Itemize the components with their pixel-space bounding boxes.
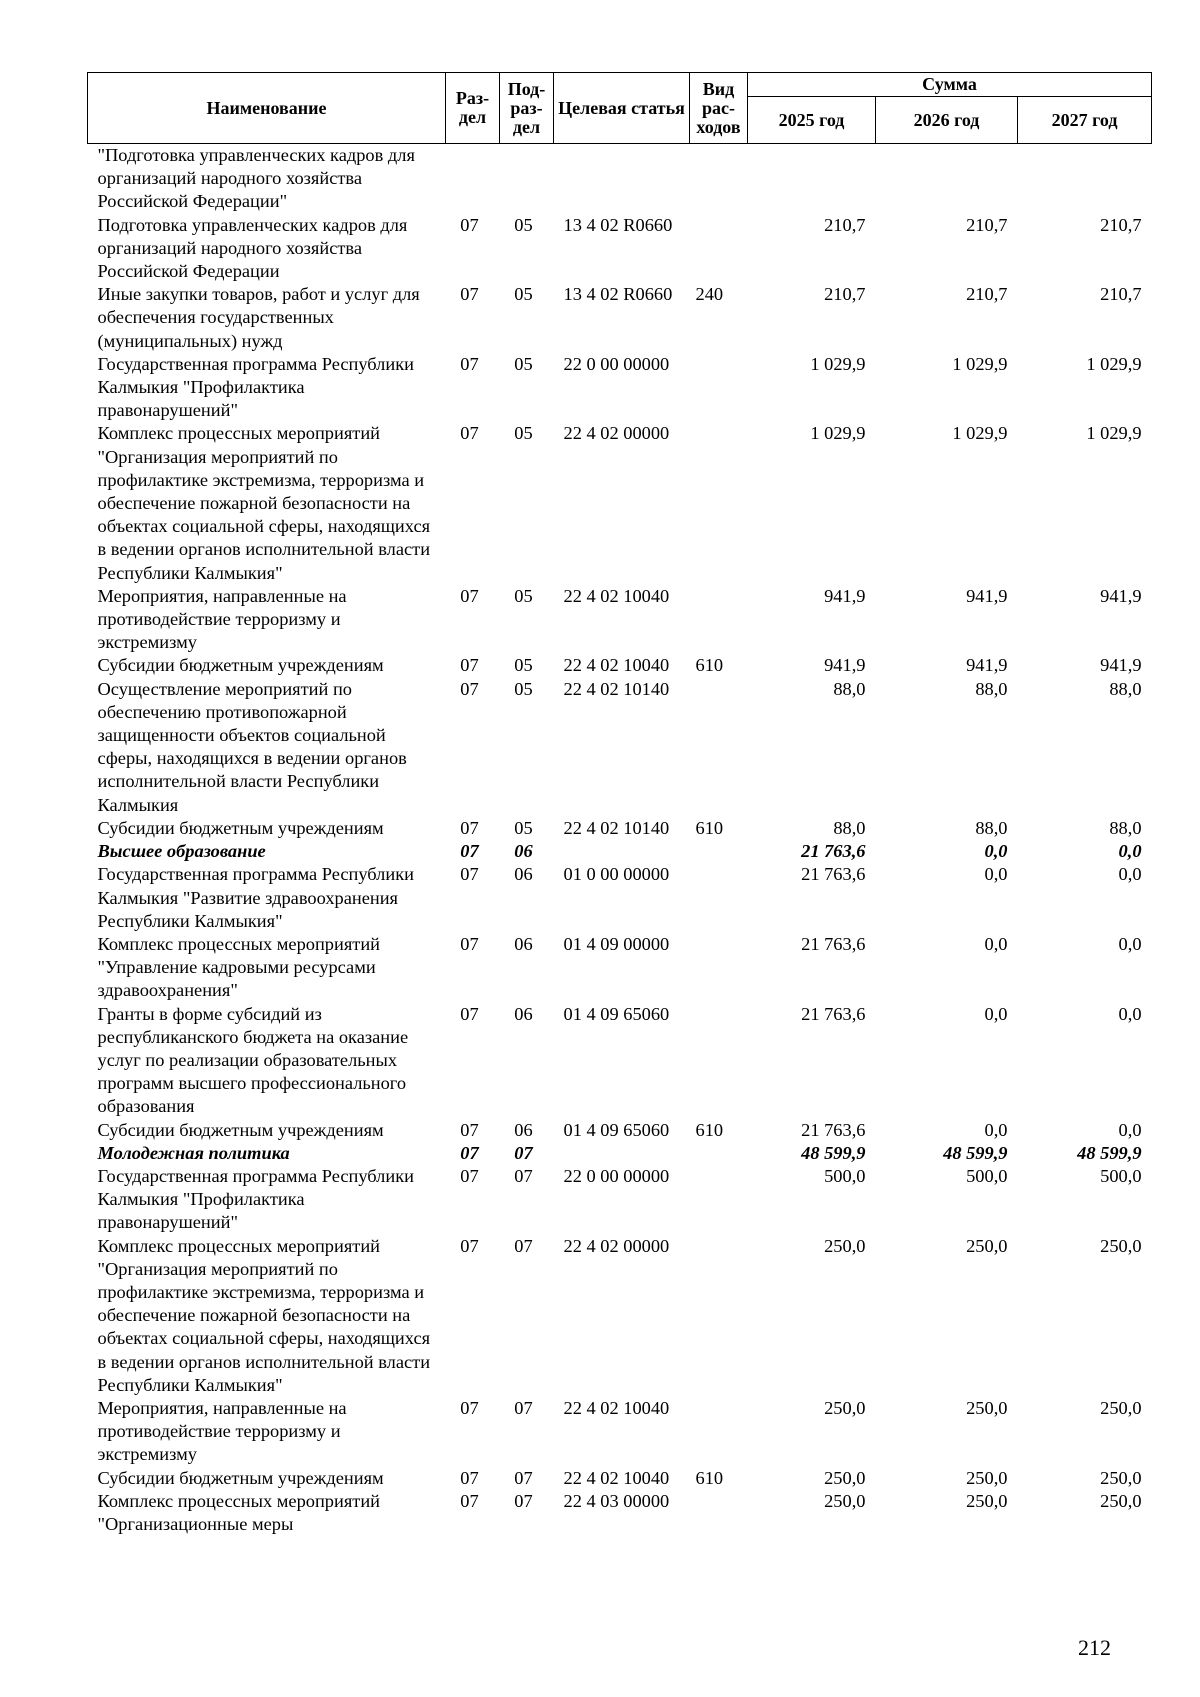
row-2025: 21 763,6	[801, 933, 866, 954]
row-2025: 1 029,9	[810, 423, 866, 444]
table-row	[88, 144, 1152, 214]
row-2025: 250,0	[824, 1235, 866, 1256]
header-section: Раз-дел	[446, 73, 500, 144]
row-2027: 250,0	[1100, 1235, 1142, 1256]
row-2025	[748, 144, 876, 214]
row-subsection: 07	[514, 1467, 533, 1488]
row-target: 22 4 02 10040	[563, 1467, 670, 1488]
row-subsection: 05	[514, 678, 533, 699]
table-row	[88, 353, 1152, 423]
table-row	[88, 1119, 1152, 1142]
row-section: 07	[460, 585, 479, 606]
header-2025: 2025 год	[748, 97, 876, 144]
row-section	[446, 144, 500, 214]
row-exp-type	[690, 678, 748, 817]
row-2026: 0,0	[984, 1119, 1008, 1140]
table-row	[88, 1142, 1152, 1165]
row-section: 07	[460, 841, 479, 862]
page-number: 212	[1078, 1635, 1111, 1660]
row-section: 07	[460, 1490, 479, 1511]
row-2027: 0,0	[1118, 1119, 1142, 1140]
row-target: 22 4 03 00000	[563, 1490, 670, 1511]
row-2026: 88,0	[975, 817, 1008, 838]
row-2027: 250,0	[1100, 1467, 1142, 1488]
row-2025: 21 763,6	[801, 841, 866, 862]
row-2026: 1 029,9	[952, 423, 1008, 444]
row-2026: 250,0	[966, 1467, 1008, 1488]
row-name: Молодежная политика	[97, 1142, 290, 1163]
row-section: 07	[460, 678, 479, 699]
row-section: 07	[460, 817, 479, 838]
table-row	[88, 1235, 1152, 1397]
row-2026: 500,0	[966, 1165, 1008, 1186]
row-2025: 48 599,9	[801, 1142, 866, 1163]
row-2025: 941,9	[824, 585, 866, 606]
row-2027: 210,7	[1100, 284, 1142, 305]
row-name: Субсидии бюджетным учреждениям	[97, 1467, 384, 1488]
row-2026: 0,0	[984, 933, 1008, 954]
row-name: Гранты в форме субсидий из республиканского бюджета на оказание услуг по реализации образовательных программ высшего профессионального образования	[97, 1003, 409, 1117]
row-2027: 941,9	[1100, 585, 1142, 606]
row-2026: 210,7	[966, 284, 1008, 305]
row-2027: 250,0	[1100, 1397, 1142, 1418]
row-subsection: 05	[514, 284, 533, 305]
table-row	[88, 214, 1152, 284]
row-name: Комплекс процессных мероприятий "Организация мероприятий по профилактике экстремизма, терроризма и обеспечение пожарной безопасности на объектах социальной сферы, находящихся в ведении органов исполнительной власти Республики Калмыкия"	[97, 1235, 431, 1395]
row-exp-type	[690, 863, 748, 933]
row-name: Государственная программа Республики Калмыкия "Профилактика правонарушений"	[97, 353, 414, 421]
row-exp-type	[690, 840, 748, 863]
row-section: 07	[460, 864, 479, 885]
row-2025: 250,0	[824, 1490, 866, 1511]
row-2026: 1 029,9	[952, 353, 1008, 374]
row-section: 07	[460, 423, 479, 444]
row-exp-type: 610	[695, 817, 724, 838]
row-target	[554, 144, 690, 214]
row-target: 22 4 02 10140	[563, 817, 670, 838]
table-row	[88, 678, 1152, 817]
row-2026: 48 599,9	[943, 1142, 1008, 1163]
row-name: Государственная программа Республики Калмыкия "Профилактика правонарушений"	[97, 1165, 414, 1233]
row-name: Мероприятия, направленные на противодействие терроризму и экстремизму	[97, 585, 347, 653]
row-name: Субсидии бюджетным учреждениям	[97, 655, 384, 676]
row-section: 07	[460, 655, 479, 676]
row-exp-type: 610	[695, 655, 724, 676]
row-target: 22 0 00 00000	[563, 353, 670, 374]
row-2027: 0,0	[1118, 1003, 1142, 1024]
row-2025: 21 763,6	[801, 1003, 866, 1024]
row-2025: 250,0	[824, 1397, 866, 1418]
row-section: 07	[460, 1003, 479, 1024]
row-subsection: 05	[514, 214, 533, 235]
row-exp-type	[690, 585, 748, 655]
row-exp-type	[690, 353, 748, 423]
row-2026: 0,0	[984, 841, 1008, 862]
table-row	[88, 1467, 1152, 1490]
row-target: 22 4 02 00000	[563, 1235, 670, 1256]
row-2027: 210,7	[1100, 214, 1142, 235]
table-row	[88, 654, 1152, 677]
row-name: Подготовка управленческих кадров для организаций народного хозяйства Российской Федерации	[97, 214, 408, 282]
row-subsection	[500, 144, 554, 214]
row-subsection: 07	[514, 1397, 533, 1418]
row-subsection: 07	[514, 1165, 533, 1186]
row-2026: 941,9	[966, 655, 1008, 676]
row-2027: 941,9	[1100, 655, 1142, 676]
row-name: Комплекс процессных мероприятий "Организация мероприятий по профилактике экстремизма, терроризма и обеспечение пожарной безопасности на объектах социальной сферы, находящихся в ведении органов исполнительной власти Республики Калмыкия"	[97, 423, 431, 583]
row-section: 07	[460, 1119, 479, 1140]
row-name: Осуществление мероприятий по обеспечению противопожарной защищенности объектов социальной сферы, находящихся в ведении органов исполнительной власти Республики Калмыкия	[97, 678, 407, 815]
budget-table	[87, 72, 1152, 1536]
header-exp-type: Вид рас-ходов	[690, 73, 748, 144]
row-2025: 21 763,6	[801, 1119, 866, 1140]
row-name: Субсидии бюджетным учреждениям	[97, 817, 384, 838]
row-subsection: 05	[514, 423, 533, 444]
row-2026: 0,0	[984, 1003, 1008, 1024]
row-2026: 941,9	[966, 585, 1008, 606]
row-exp-type	[690, 1397, 748, 1467]
table-row	[88, 1490, 1152, 1536]
row-subsection: 07	[514, 1490, 533, 1511]
row-name: Мероприятия, направленные на противодействие терроризму и экстремизму	[97, 1397, 347, 1465]
row-target: 01 4 09 00000	[563, 933, 670, 954]
row-subsection: 06	[514, 933, 533, 954]
row-2026: 250,0	[966, 1397, 1008, 1418]
row-name: "Подготовка управленческих кадров для организаций народного хозяйства Российской Федерации"	[97, 145, 415, 212]
row-target: 13 4 02 R0660	[563, 214, 673, 235]
row-target: 01 4 09 65060	[563, 1003, 670, 1024]
row-2025: 88,0	[833, 817, 866, 838]
row-exp-type	[690, 144, 748, 214]
row-2026: 0,0	[984, 864, 1008, 885]
table-row	[88, 863, 1152, 933]
row-target: 22 0 00 00000	[563, 1165, 670, 1186]
row-section: 07	[460, 353, 479, 374]
table-header	[88, 73, 1152, 144]
row-2025: 1 029,9	[810, 353, 866, 374]
row-target: 22 4 02 10040	[563, 1397, 670, 1418]
row-2027: 1 029,9	[1086, 353, 1142, 374]
row-exp-type: 610	[695, 1467, 724, 1488]
row-subsection: 07	[514, 1142, 533, 1163]
row-subsection: 06	[514, 864, 533, 885]
row-2025: 210,7	[824, 214, 866, 235]
row-target: 01 4 09 65060	[563, 1119, 670, 1140]
row-2026	[876, 144, 1018, 214]
row-2027: 88,0	[1109, 678, 1142, 699]
row-2027: 500,0	[1100, 1165, 1142, 1186]
row-exp-type	[690, 1003, 748, 1119]
row-exp-type	[690, 422, 748, 584]
row-target: 22 4 02 10040	[563, 655, 670, 676]
row-exp-type	[690, 1235, 748, 1397]
table-row	[88, 1397, 1152, 1467]
row-2027: 88,0	[1109, 817, 1142, 838]
table-row	[88, 840, 1152, 863]
row-exp-type	[690, 1165, 748, 1235]
header-2027: 2027 год	[1018, 97, 1152, 144]
header-subsection: Под-раз-дел	[500, 73, 554, 144]
row-2026: 210,7	[966, 214, 1008, 235]
row-2027	[1018, 144, 1152, 214]
row-exp-type: 240	[695, 284, 724, 305]
row-subsection: 07	[514, 1235, 533, 1256]
row-target: 22 4 02 10140	[563, 678, 670, 699]
row-exp-type	[690, 1142, 748, 1165]
row-name: Комплекс процессных мероприятий "Организационные меры	[97, 1490, 381, 1534]
row-subsection: 05	[514, 585, 533, 606]
table-row	[88, 1003, 1152, 1119]
table-row	[88, 1165, 1152, 1235]
row-2027: 0,0	[1118, 841, 1142, 862]
row-2026: 250,0	[966, 1490, 1008, 1511]
table-row	[88, 585, 1152, 655]
row-2025: 941,9	[824, 655, 866, 676]
row-name: Государственная программа Республики Калмыкия "Развитие здравоохранения Республики Калмыкия"	[97, 864, 414, 931]
row-2027: 0,0	[1118, 864, 1142, 885]
row-section: 07	[460, 214, 479, 235]
row-name: Иные закупки товаров, работ и услуг для обеспечения государственных (муниципальных) нужд	[97, 284, 420, 351]
row-2026: 88,0	[975, 678, 1008, 699]
row-target	[554, 1142, 690, 1165]
header-name: Наименование	[88, 73, 446, 144]
document-page	[87, 72, 1151, 1536]
row-exp-type: 610	[695, 1119, 724, 1140]
row-2027: 1 029,9	[1086, 423, 1142, 444]
row-section: 07	[460, 1235, 479, 1256]
row-target: 22 4 02 10040	[563, 585, 670, 606]
row-section: 07	[460, 1397, 479, 1418]
row-2025: 210,7	[824, 284, 866, 305]
row-section: 07	[460, 933, 479, 954]
row-section: 07	[460, 1165, 479, 1186]
header-target: Целевая статья	[554, 73, 690, 144]
row-2025: 88,0	[833, 678, 866, 699]
row-target: 22 4 02 00000	[563, 423, 670, 444]
row-2025: 500,0	[824, 1165, 866, 1186]
row-subsection: 06	[514, 841, 533, 862]
header-sum: Сумма	[748, 73, 1152, 97]
row-target: 13 4 02 R0660	[563, 284, 673, 305]
row-exp-type	[690, 214, 748, 284]
row-subsection: 05	[514, 817, 533, 838]
row-section: 07	[460, 284, 479, 305]
table-row	[88, 817, 1152, 840]
table-row	[88, 933, 1152, 1003]
row-subsection: 06	[514, 1119, 533, 1140]
row-2027: 48 599,9	[1077, 1142, 1142, 1163]
row-2026: 250,0	[966, 1235, 1008, 1256]
row-subsection: 06	[514, 1003, 533, 1024]
row-name: Комплекс процессных мероприятий "Управление кадровыми ресурсами здравоохранения"	[97, 933, 381, 1001]
row-section: 07	[460, 1142, 479, 1163]
row-2027: 250,0	[1100, 1490, 1142, 1511]
table-body	[88, 144, 1152, 1537]
row-subsection: 05	[514, 655, 533, 676]
table-row	[88, 283, 1152, 353]
row-2025: 250,0	[824, 1467, 866, 1488]
row-2025: 21 763,6	[801, 864, 866, 885]
row-exp-type	[690, 1490, 748, 1536]
row-2027: 0,0	[1118, 933, 1142, 954]
header-2026: 2026 год	[876, 97, 1018, 144]
row-name: Субсидии бюджетным учреждениям	[97, 1119, 384, 1140]
row-target: 01 0 00 00000	[563, 864, 670, 885]
row-target	[554, 840, 690, 863]
row-exp-type	[690, 933, 748, 1003]
row-section: 07	[460, 1467, 479, 1488]
row-subsection: 05	[514, 353, 533, 374]
table-row	[88, 422, 1152, 584]
row-name: Высшее образование	[97, 841, 266, 862]
